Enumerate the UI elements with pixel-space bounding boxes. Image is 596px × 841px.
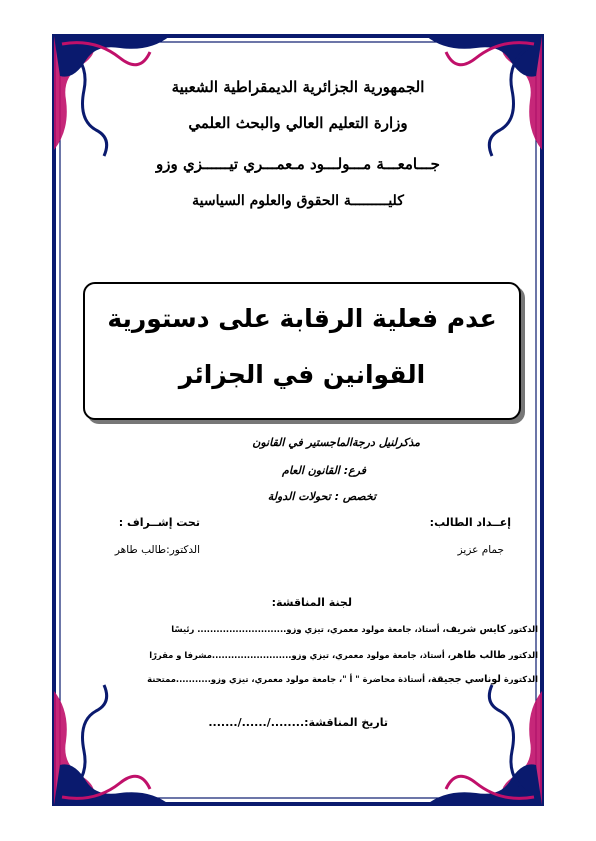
member-details: ، أستاذ، جامعة مولود معمري، تيزي وزو.........................مشرفا و مقررًا [149,650,451,660]
member-details: ، أستاذة محاضرة " أ "، جامعة مولود معمري، تيزي وزو...........ممتحنة [147,674,432,684]
committee-member [147,674,538,685]
corner-ornament-icon [54,685,170,805]
ministry-name: وزارة التعليم العالي والبحث العلمي [188,114,408,132]
corner-ornament-icon [54,36,170,156]
committee-member [149,650,538,661]
thesis-title-line2: القوانين في الجزائر [178,360,426,389]
committee-member [171,624,538,635]
member-name: كايس شريف [445,624,506,635]
member-prefix: الدكتور [508,624,538,634]
defense-date-label: تاريخ المناقشة: [304,716,388,729]
defense-date-value: ......../....../....... [208,716,305,729]
faculty-name: كليـــــــــة الحقوق والعلوم السياسية [192,193,404,209]
specialty-line: تخصص : تحولات الدولة [267,490,376,503]
branch-line: فرع: القانون العام [282,464,366,477]
member-details: ، أستاذ، جامعة مولود معمري، تيزي وزو............................ رئيسًا [171,624,446,634]
corner-ornament-icon [426,36,542,156]
committee-heading: لجنة المناقشة: [271,596,352,609]
corner-ornament-icon [426,685,542,805]
member-prefix: الدكتورة [503,674,538,684]
thesis-title-line1: عدم فعلية الرقابة على دستورية [107,304,497,333]
student-name: جمام عزيز [457,544,504,556]
member-name: طالب طاهر [450,650,506,661]
member-name: لوناسي ججيقة [431,674,501,685]
thesis-title-box [83,282,521,420]
defense-date [208,716,388,729]
student-label: إعــداد الطالب: [429,516,511,529]
university-name: جـــامعـــة مـــولـــود مـعمـــري تيــــــزي وزو [156,155,440,173]
supervisor-name: الدكتور:طالب طاهر [114,544,200,556]
supervisor-label: تحت إشــراف : [118,516,200,529]
republic-name: الجمهورية الجزائرية الديمقراطية الشعبية [171,78,425,96]
member-prefix: الدكتور [508,650,538,660]
degree-line: مذكرلنيل درجةالماجستير في القانون [252,436,420,449]
